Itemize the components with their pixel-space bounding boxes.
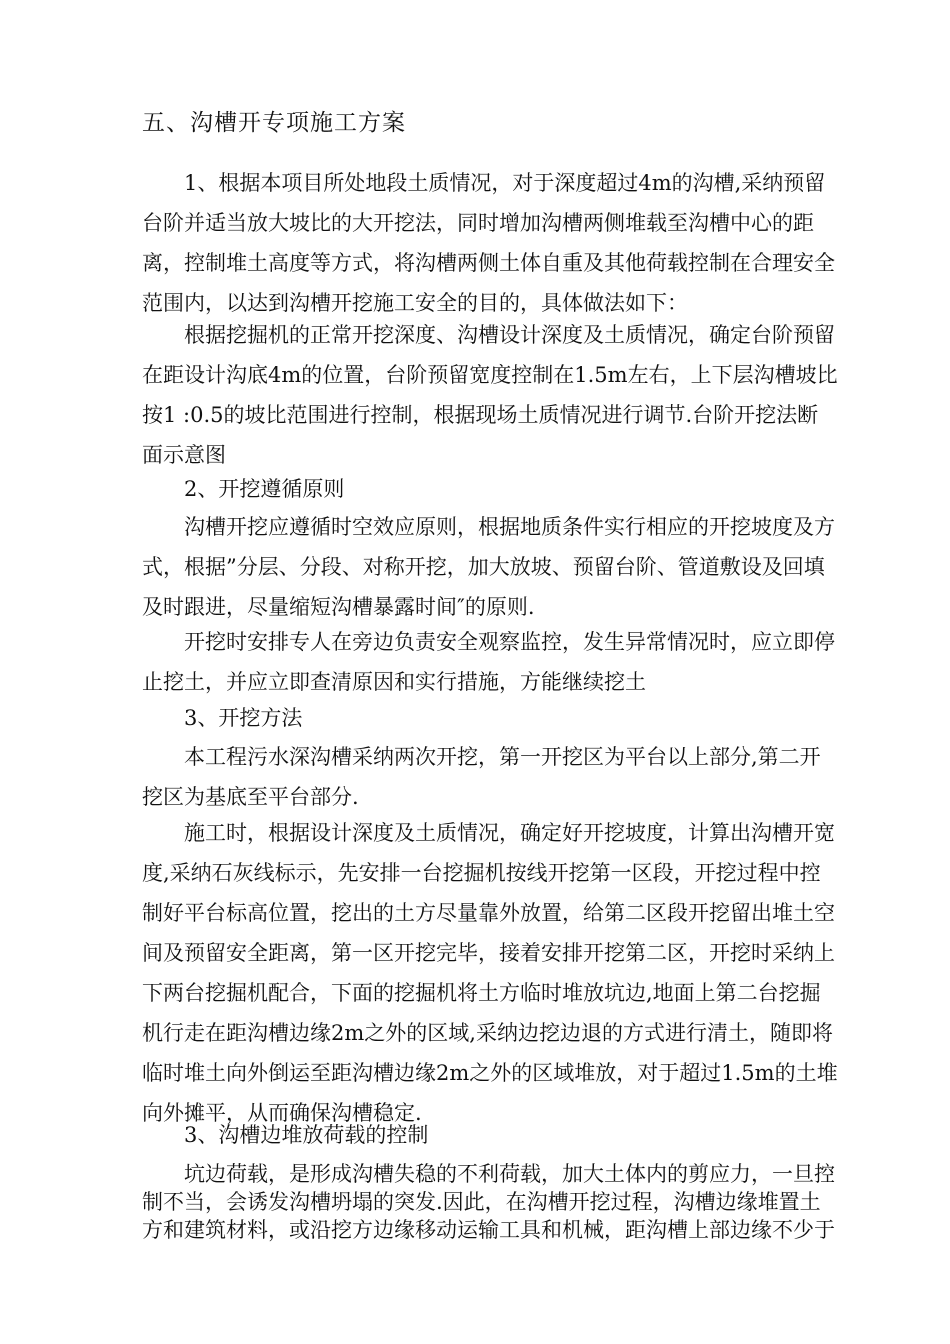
paragraph-5 [142,737,822,817]
paragraph-line: 挖区为基底至平台部分. [142,785,359,809]
paragraph-line: 临时堆土向外倒运至距沟槽边缘2m之外的区域堆放，对于超过1.5m的土堆 [142,1061,838,1085]
paragraph-line: 离，控制堆土高度等方式，将沟槽两侧土体自重及其他荷载控制在合理安全 [142,251,835,275]
paragraph-2 [142,315,838,475]
paragraph-line: 范围内，以达到沟槽开挖施工安全的目的，具体做法如下： [142,291,688,315]
paragraph-1 [142,163,835,323]
paragraph-line: 施工时，根据设计深度及土质情况，确定好开挖坡度，计算出沟槽开宽 [184,821,835,845]
paragraph-line: 止挖土，并应立即查清原因和实行措施，方能继续挖土 [142,670,646,694]
paragraph-line: 沟槽开挖应遵循时空效应原则，根据地质条件实行相应的开挖坡度及方 [184,515,835,539]
paragraph-line: 开挖时安排专人在旁边负责安全观察监控，发生异常情况时，应立即停 [184,630,835,654]
paragraph-line: 本工程污水深沟槽采纳两次开挖，第一开挖区为平台以上部分,第二开 [184,745,821,769]
paragraph-line: 方和建筑材料，或沿挖方边缘移动运输工具和机械，距沟槽上部边缘不少于 [142,1218,835,1242]
paragraph-line: 度,采纳石灰线标示，先安排一台挖掘机按线开挖第一区段，开挖过程中控 [142,861,821,885]
paragraph-line: 根据挖掘机的正常开挖深度、沟槽设计深度及土质情况，确定台阶预留 [184,323,835,347]
section-heading-method [142,698,822,738]
section-heading-load-control [142,1115,822,1155]
paragraph-line: 坑边荷载，是形成沟槽失稳的不利荷载，加大土体内的剪应力，一旦控 [184,1162,835,1186]
paragraph-line: 1、根据本项目所处地段土质情况，对于深度超过4m的沟槽,采纳预留 [184,171,826,195]
section-heading-principles [142,469,822,509]
paragraph-6 [142,813,838,1133]
paragraph-line: 间及预留安全距离，第一区开挖完毕，接着安排开挖第二区，开挖时采纳上 [142,941,835,965]
section-heading: 3、沟槽边堆放荷载的控制 [184,1123,429,1147]
paragraph-line: 面示意图 [142,443,226,467]
paragraph-line: 式，根据”分层、分段、对称开挖，加大放坡、预留台阶、管道敷设及回填 [142,555,825,579]
paragraph-line: 下两台挖掘机配合，下面的挖掘机将土方临时堆放坑边,地面上第二台挖掘 [142,981,821,1005]
paragraph-line: 制不当，会诱发沟槽坍塌的突发.因此，在沟槽开挖过程，沟槽边缘堆置土 [142,1190,821,1214]
paragraph-line: 在距设计沟底4m的位置，台阶预留宽度控制在1.5m左右，上下层沟槽坡比 [142,363,838,387]
paragraph-line: 按1 :0.5的坡比范围进行控制，根据现场土质情况进行调节.台阶开挖法断 [142,403,819,427]
paragraph-line: 制好平台标高位置，挖出的土方尽量靠外放置，给第二区段开挖留出堆土空 [142,901,835,925]
paragraph-line: 机行走在距沟槽边缘2m之外的区域,采纳边挖边退的方式进行清土，随即将 [142,1021,833,1045]
paragraph-line: 向外摊平，从而确保沟槽稳定. [142,1101,422,1125]
paragraph-4 [142,622,835,702]
section-heading: 3、开挖方法 [184,706,303,730]
paragraph-line: 及时跟进，尽量缩短沟槽暴露时间″的原则. [142,595,535,619]
paragraph-7 [142,1160,835,1244]
paragraph-3 [142,507,835,627]
paragraph-line: 台阶并适当放大坡比的大开挖法，同时增加沟槽两侧堆载至沟槽中心的距 [142,211,814,235]
section-heading: 2、开挖遵循原则 [184,477,345,501]
document-title: 五、沟槽开专项施工方案 [142,110,406,136]
